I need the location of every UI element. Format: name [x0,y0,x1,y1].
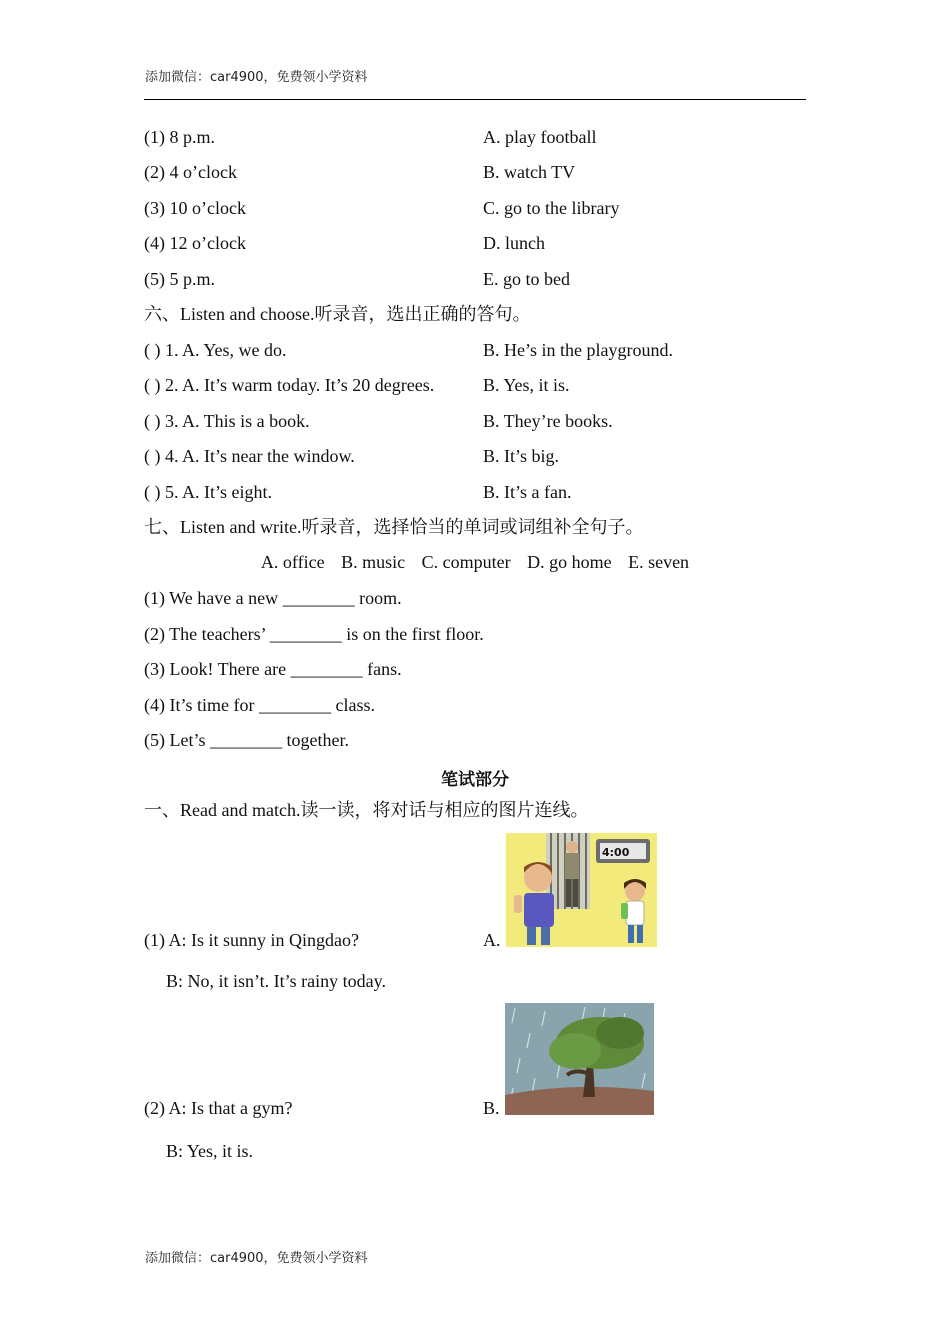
dialog-line: B: No, it isn’t. It’s rainy today. [166,971,386,991]
picture-a-school-gate [506,833,657,947]
fill-sentence: (2) The teachers’ ________ is on the first floor. [144,624,484,644]
question-option: ( ) 4. A. It’s near the window. [144,446,355,466]
written-heading: 笔试部分 [441,770,509,789]
question-option: B. It’s a fan. [483,482,572,502]
word-bank [0,552,950,573]
word-option: A. office [260,552,325,572]
page-footer: 添加微信：car4900，免费领小学资料 [145,1251,368,1266]
question-option: B. Yes, it is. [483,375,570,395]
word-option: C. computer [421,552,511,572]
header-divider [144,99,806,100]
question-option: ( ) 5. A. It’s eight. [144,482,272,502]
question-option: ( ) 2. A. It’s warm today. It’s 20 degrees. [144,375,435,395]
list-item: (2) 4 o’clock [144,162,237,182]
question-option: ( ) 1. A. Yes, we do. [144,340,287,360]
list-item: A. play football [483,127,597,147]
question-option: B. They’re books. [483,411,613,431]
picture-label: A. [483,930,501,950]
list-item: B. watch TV [483,162,576,182]
section6-title: 六、Listen and choose.听录音，选出正确的答句。 [144,304,531,324]
clock-readout: 4:00 [602,846,630,859]
list-item: D. lunch [483,233,545,253]
word-option: B. music [341,552,406,572]
word-option: E. seven [628,552,690,572]
page-header: 添加微信：car4900，免费领小学资料 [145,70,368,85]
list-item: C. go to the library [483,198,620,218]
fill-sentence: (4) It’s time for ________ class. [144,695,375,715]
rainy-tree-illustration [505,1003,654,1115]
section7-title: 七、Listen and write.听录音，选择恰当的单词或词组补全句子。 [144,517,644,537]
list-item: E. go to bed [483,269,570,289]
list-item: (5) 5 p.m. [144,269,215,289]
school-gate-illustration [506,833,657,947]
section1-title: 一、Read and match.读一读，将对话与相应的图片连线。 [144,800,589,820]
fill-sentence: (5) Let’s ________ together. [144,730,349,750]
list-item: (1) 8 p.m. [144,127,215,147]
question-option: ( ) 3. A. This is a book. [144,411,310,431]
fill-sentence: (3) Look! There are ________ fans. [144,659,402,679]
dialog-line: (1) A: Is it sunny in Qingdao? [144,930,359,950]
word-option: D. go home [527,552,612,572]
picture-b-rainy-tree [505,1003,654,1115]
picture-label: B. [483,1098,500,1118]
list-item: (3) 10 o’clock [144,198,246,218]
list-item: (4) 12 o’clock [144,233,246,253]
dialog-line: B: Yes, it is. [166,1141,254,1161]
question-option: B. It’s big. [483,446,560,466]
question-option: B. He’s in the playground. [483,340,673,360]
dialog-line: (2) A: Is that a gym? [144,1098,293,1118]
fill-sentence: (1) We have a new ________ room. [144,588,402,608]
